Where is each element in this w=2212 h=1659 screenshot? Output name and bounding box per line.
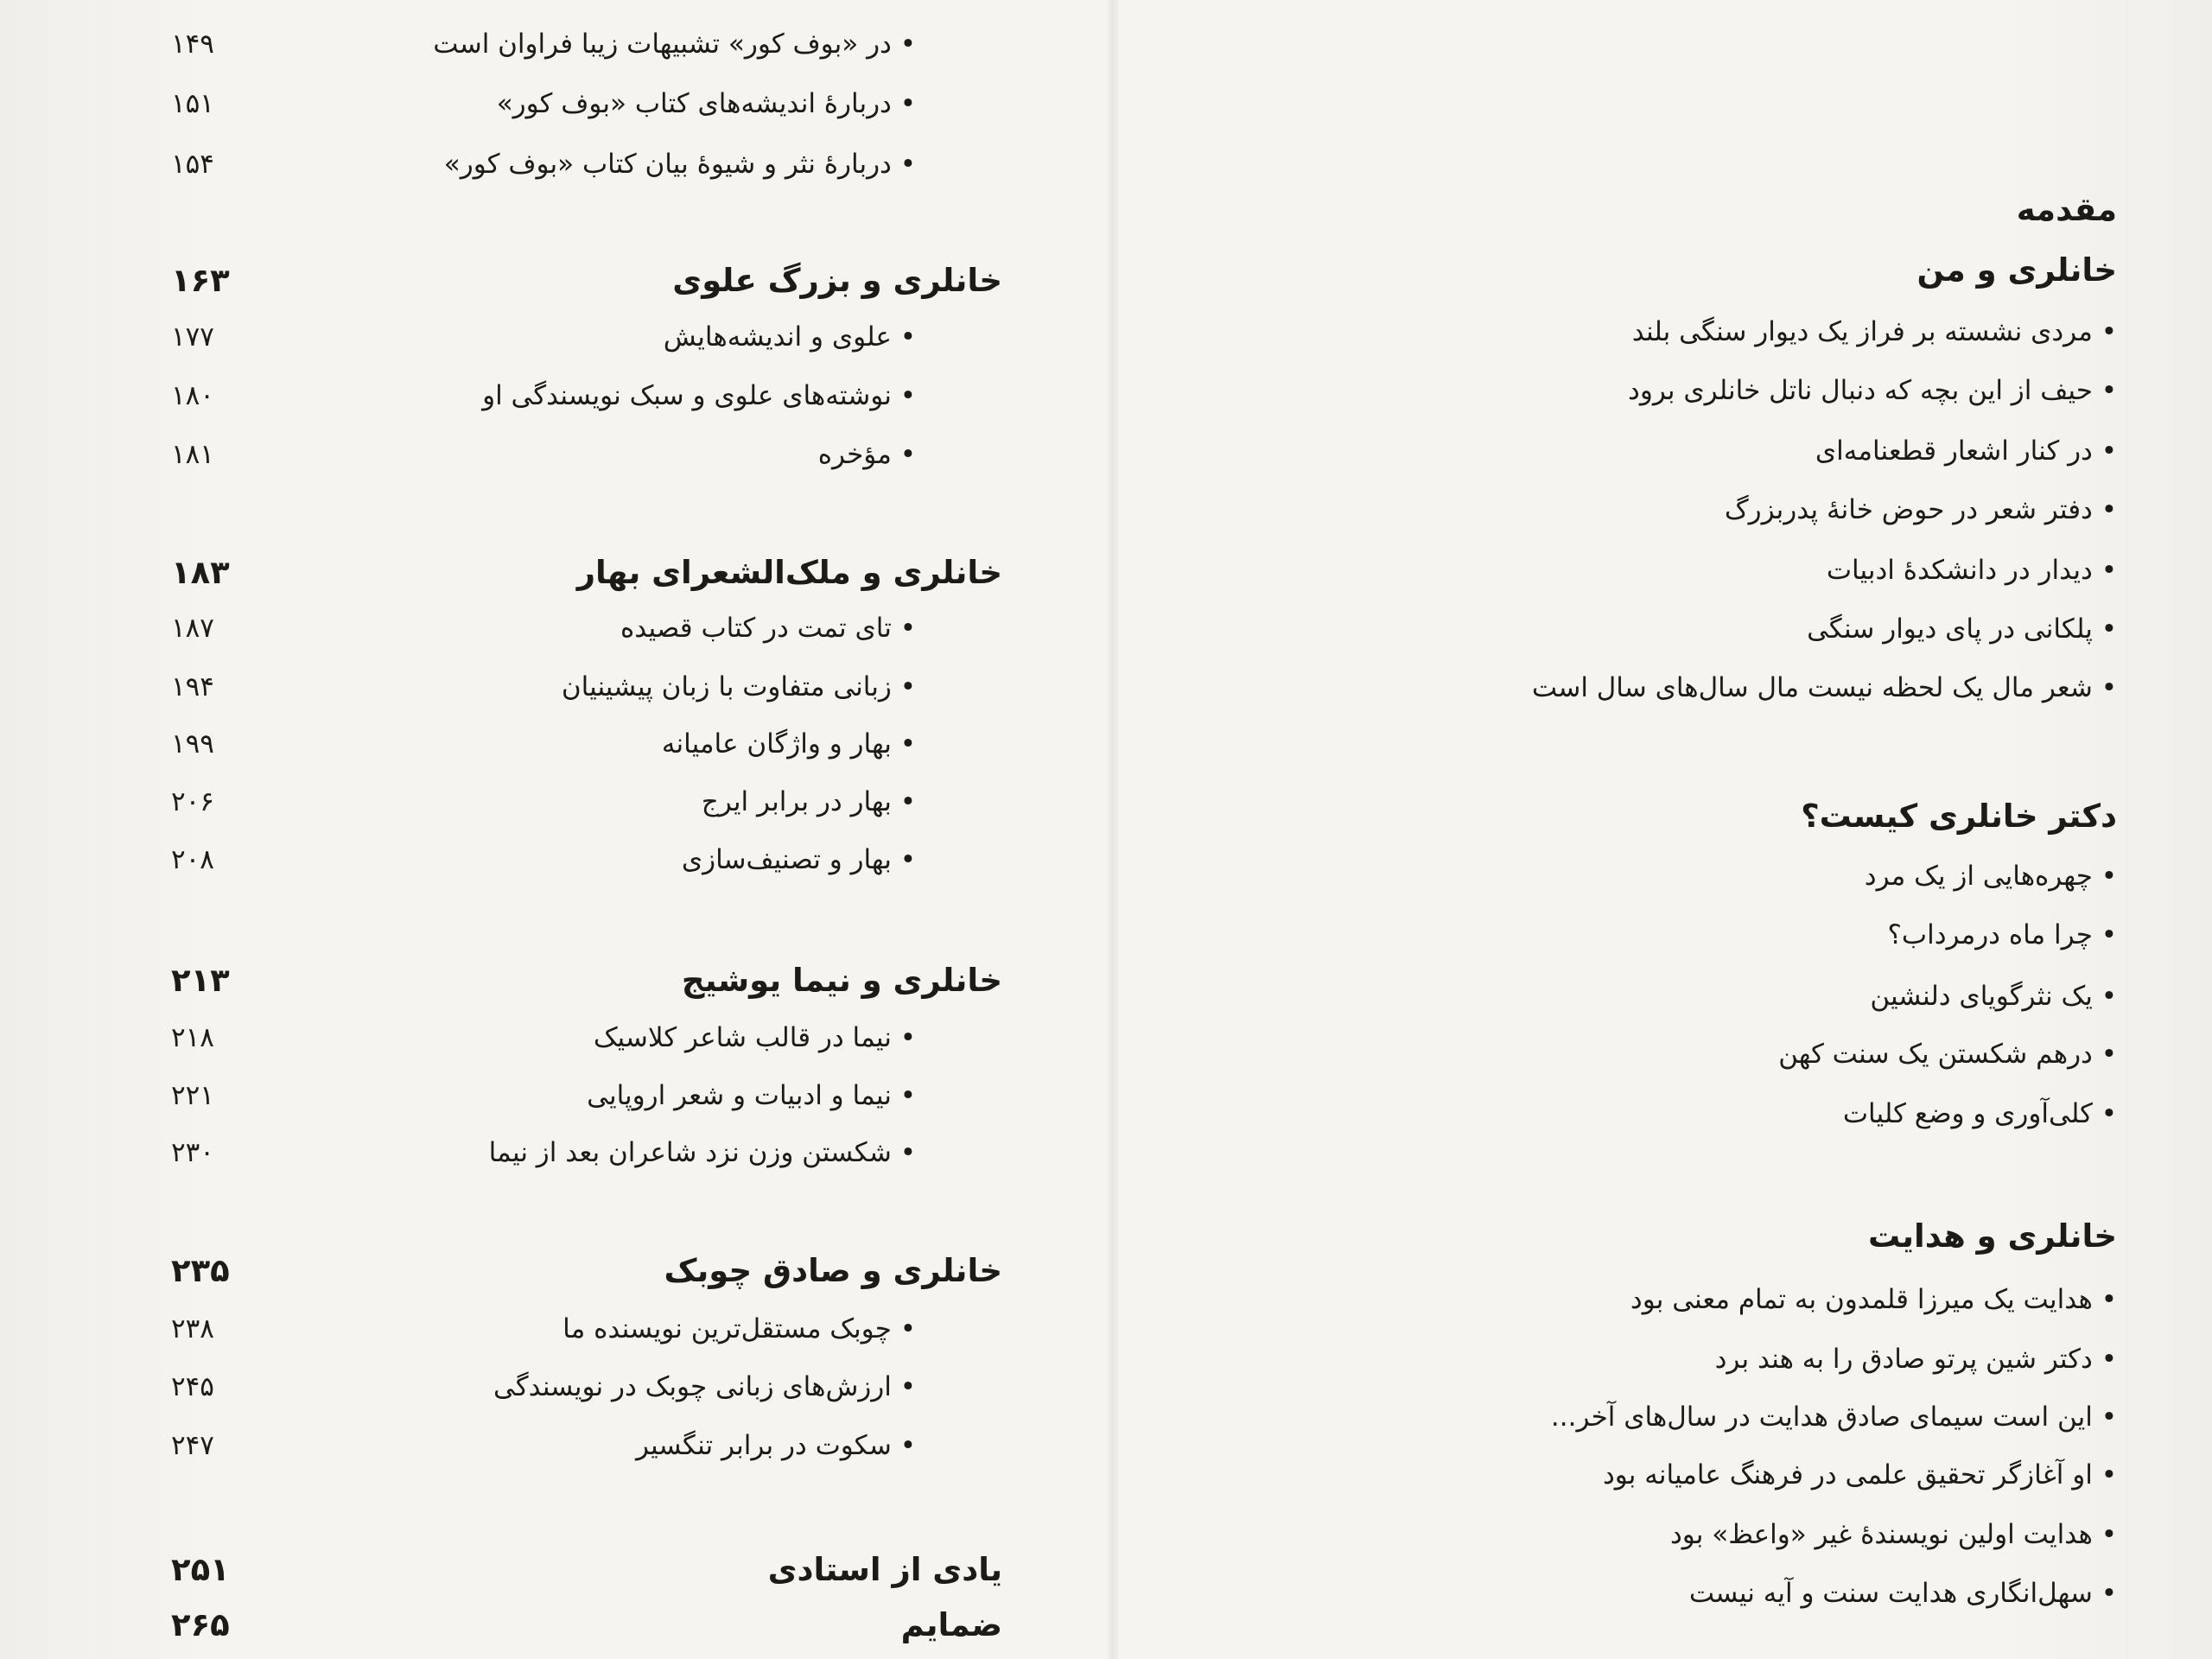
entry-text: • چرا ماه درمرداب؟ xyxy=(1887,919,2117,950)
entry-text: دکتر خانلری کیست؟ xyxy=(1801,798,2117,835)
entry-text: • چهره‌هایی از یک مرد xyxy=(1864,861,2117,892)
entry-text: • بهار و تصنیف‌سازی xyxy=(681,844,916,875)
entry-text: • دربارهٔ اندیشه‌های کتاب «بوف کور» xyxy=(496,88,916,119)
toc-entry xyxy=(1020,1396,2117,1443)
toc-heading xyxy=(1020,793,2117,840)
toc-entry xyxy=(43,1132,916,1179)
toc-heading xyxy=(43,550,1002,596)
toc-entry xyxy=(43,1308,916,1355)
entry-text: • حیف از این بچه که دنبال ناتل خانلری برود xyxy=(1628,375,2117,406)
toc-entry xyxy=(43,1366,916,1413)
toc-entry xyxy=(1020,914,2117,961)
toc-entry xyxy=(43,839,916,886)
toc-entry xyxy=(1020,976,2117,1022)
entry-text: • تای تمت در کتاب قصیده xyxy=(620,613,916,644)
page-number: ۲۳۵ xyxy=(171,1252,230,1289)
toc-entry xyxy=(1020,1338,2117,1385)
entry-text: • درهم شکستن یک سنت کهن xyxy=(1778,1039,2117,1070)
toc-entry xyxy=(1020,1573,2117,1619)
toc-entry xyxy=(43,83,916,130)
page-number: ۲۳۰ xyxy=(171,1137,214,1168)
toc-entry xyxy=(1020,430,2117,477)
toc-heading xyxy=(1020,247,2117,294)
entry-text: • سهل‌انگاری هدایت سنت و آیه نیست xyxy=(1688,1578,2117,1609)
entry-text: • دیدار در دانشکدهٔ ادبیات xyxy=(1826,555,2117,586)
entry-text: • هدایت یک میرزا قلمدون به تمام معنی بود xyxy=(1630,1284,2117,1315)
toc-entry xyxy=(1020,1033,2117,1080)
entry-text: ضمایم xyxy=(900,1606,1002,1643)
right-page xyxy=(1115,0,2212,1659)
entry-text: • زبانی متفاوت با زبان پیشینیان xyxy=(561,671,916,702)
toc-entry xyxy=(1020,667,2117,714)
toc-entry xyxy=(1020,550,2117,596)
page-number: ۲۰۸ xyxy=(171,844,214,875)
toc-heading xyxy=(1020,187,2117,233)
entry-text: • هدایت اولین نویسندهٔ غیر «واعظ» بود xyxy=(1669,1519,2117,1550)
page-number: ۲۱۸ xyxy=(171,1022,214,1053)
page-number: ۲۵۱ xyxy=(171,1551,230,1588)
entry-text: • علوی و اندیشه‌هایش xyxy=(663,321,916,353)
entry-text: خانلری و ملک‌الشعرای بهار xyxy=(576,554,1002,591)
entry-text: • در «بوف کور» تشبیهات زیبا فراوان است xyxy=(433,29,916,60)
toc-entry xyxy=(43,316,916,363)
entry-text: یادی از استادی xyxy=(767,1551,1002,1588)
entry-text: • این است سیمای صادق هدایت در سال‌های آخر... xyxy=(1550,1402,2117,1433)
page-number: ۱۸۱ xyxy=(171,439,214,470)
toc-entry xyxy=(1020,1514,2117,1560)
page-number: ۲۳۸ xyxy=(171,1313,214,1344)
toc-heading xyxy=(43,1547,1002,1593)
entry-text: خانلری و صادق چوبک xyxy=(664,1252,1002,1289)
toc-entry xyxy=(1020,1093,2117,1140)
toc-entry xyxy=(43,1017,916,1064)
toc-entry xyxy=(43,1075,916,1122)
entry-text: • نیما و ادبیات و شعر اروپایی xyxy=(587,1080,916,1111)
entry-text: • شعر مال یک لحظه نیست مال سال‌های سال است xyxy=(1531,672,2117,703)
page-number: ۱۴۹ xyxy=(171,29,214,60)
toc-entry xyxy=(43,607,916,654)
toc-entry xyxy=(1020,311,2117,358)
toc-entry xyxy=(1020,489,2117,536)
toc-entry xyxy=(43,1425,916,1471)
page-number: ۱۹۴ xyxy=(171,671,214,702)
toc-heading xyxy=(43,957,1002,1004)
entry-text: خانلری و نیما یوشیج xyxy=(681,962,1002,999)
toc-entry xyxy=(43,666,916,713)
toc-entry xyxy=(43,23,916,70)
toc-entry xyxy=(43,143,916,190)
toc-heading xyxy=(1020,1213,2117,1260)
entry-text: • بهار در برابر ایرج xyxy=(701,786,916,817)
page-number: ۲۴۵ xyxy=(171,1371,214,1402)
toc-entry xyxy=(1020,1454,2117,1501)
entry-text: • یک نثرگویای دلنشین xyxy=(1870,981,2117,1012)
entry-text: • ارزش‌های زبانی چوبک در نویسندگی xyxy=(493,1371,916,1402)
page-number: ۱۶۳ xyxy=(171,262,230,299)
page-number: ۲۱۳ xyxy=(171,962,230,999)
toc-entry xyxy=(43,375,916,422)
entry-text: • سکوت در برابر تنگسیر xyxy=(635,1430,916,1461)
entry-text: • نیما در قالب شاعر کلاسیک xyxy=(593,1022,916,1053)
toc-heading xyxy=(43,1602,1002,1649)
page-number: ۱۵۱ xyxy=(171,88,214,119)
page-number: ۱۹۹ xyxy=(171,728,214,760)
entry-text: • مؤخره xyxy=(817,439,916,470)
entry-text: خانلری و هدایت xyxy=(1867,1217,2117,1255)
page-number: ۱۵۴ xyxy=(171,149,214,180)
page-number: ۲۰۶ xyxy=(171,786,214,817)
toc-entry xyxy=(1020,1279,2117,1325)
entry-text: • شکستن وزن نزد شاعران بعد از نیما xyxy=(488,1137,916,1168)
page-number: ۱۷۷ xyxy=(171,321,214,353)
entry-text: مقدمه xyxy=(2016,191,2117,228)
page-number: ۲۲۱ xyxy=(171,1080,214,1111)
toc-entry xyxy=(1020,608,2117,655)
entry-text: • بهار و واژگان عامیانه xyxy=(661,728,916,760)
entry-text: • او آغازگر تحقیق علمی در فرهنگ عامیانه بود xyxy=(1602,1459,2117,1491)
toc-entry xyxy=(43,434,916,480)
toc-entry xyxy=(1020,855,2117,902)
entry-text: • دکتر شین پرتو صادق را به هند برد xyxy=(1714,1344,2117,1375)
page-number: ۱۸۰ xyxy=(171,380,214,411)
toc-entry xyxy=(1020,370,2117,416)
entry-text: • دفتر شعر در حوض خانهٔ پدربزرگ xyxy=(1724,494,2117,525)
entry-text: خانلری و بزرگ علوی xyxy=(672,262,1002,299)
entry-text: • در کنار اشعار قطعنامه‌ای xyxy=(1815,435,2117,467)
entry-text: • نوشته‌های علوی و سبک نویسندگی او xyxy=(482,380,916,411)
toc-entry xyxy=(43,723,916,770)
toc-heading xyxy=(43,1248,1002,1294)
page-number: ۱۸۳ xyxy=(171,554,230,591)
entry-text: • پلکانی در پای دیوار سنگی xyxy=(1807,613,2117,645)
entry-text: • کلی‌آوری و وضع کلیات xyxy=(1842,1098,2117,1129)
toc-heading xyxy=(43,257,1002,304)
page-number: ۲۶۵ xyxy=(171,1606,230,1643)
entry-text: خانلری و من xyxy=(1916,251,2117,289)
entry-text: • چوبک مستقل‌ترین نویسنده ما xyxy=(563,1313,916,1344)
entry-text: • دربارهٔ نثر و شیوهٔ بیان کتاب «بوف کور» xyxy=(443,149,916,180)
page-number: ۱۸۷ xyxy=(171,613,214,644)
entry-text: • مردی نشسته بر فراز یک دیوار سنگی بلند xyxy=(1631,316,2117,347)
toc-entry xyxy=(43,781,916,828)
page-number: ۲۴۷ xyxy=(171,1430,214,1461)
